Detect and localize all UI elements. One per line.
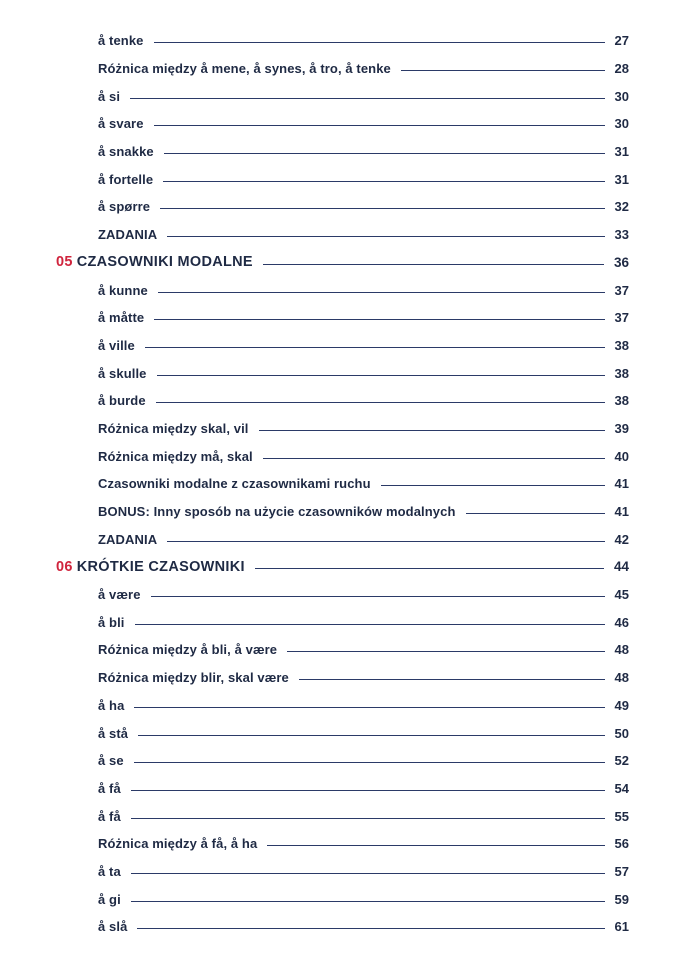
toc-page-number: 40 <box>614 448 629 464</box>
toc-page-number: 49 <box>614 697 629 713</box>
toc-entry-title: å si <box>98 88 121 104</box>
toc-entry-row <box>0 55 684 83</box>
toc-entry-title: å burde <box>98 393 146 409</box>
toc-page-number: 56 <box>614 836 629 852</box>
toc-entry-title: å skulle <box>98 365 147 381</box>
toc-entry-title: ZADANIA <box>98 531 158 547</box>
toc-entry-row <box>0 332 684 360</box>
toc-leader-line <box>145 347 605 348</box>
toc-page-number: 54 <box>614 780 629 796</box>
toc-entry-row <box>0 82 684 110</box>
toc-leader-line <box>134 762 605 763</box>
toc-leader-line <box>255 568 604 569</box>
toc-entry-row <box>0 498 684 526</box>
toc-leader-line <box>299 679 605 680</box>
toc-entry-title: Czasowniki modalne z czasownikami ruchu <box>98 476 371 492</box>
toc-page-number: 37 <box>614 282 629 298</box>
toc-entry-title: Różnica między å bli, å være <box>98 642 278 658</box>
toc-chapter-row <box>0 553 684 581</box>
toc-leader-line <box>154 125 605 126</box>
toc-chapter-row <box>0 249 684 277</box>
toc-chapter-number: 06 <box>56 558 73 575</box>
toc-entry-title: Różnica między må, skal <box>98 448 253 464</box>
toc-entry-title: BONUS: Inny sposób na użycie czasowników modalnych <box>98 504 456 520</box>
toc-entry-row <box>0 775 684 803</box>
toc-entry-row <box>0 110 684 138</box>
toc-page-number: 48 <box>614 670 629 686</box>
toc-entry-row <box>0 608 684 636</box>
toc-entry-row <box>0 719 684 747</box>
toc-leader-line <box>263 264 604 265</box>
toc-entry-row <box>0 415 684 443</box>
toc-entry-row <box>0 802 684 830</box>
toc-entry-row <box>0 387 684 415</box>
toc-entry-row <box>0 692 684 720</box>
toc-entry-title: å bli <box>98 614 125 630</box>
toc-chapter-title <box>56 254 253 270</box>
toc-entry-row <box>0 830 684 858</box>
toc-entry-row <box>0 442 684 470</box>
toc-leader-line <box>466 513 605 514</box>
toc-page-number: 45 <box>614 587 629 603</box>
toc-entry-title: Różnica między å få, å ha <box>98 836 258 852</box>
toc-entry-row <box>0 276 684 304</box>
toc-entry-row <box>0 913 684 941</box>
toc-entry-title: å være <box>98 587 141 603</box>
toc-entry-title: å få <box>98 780 121 796</box>
toc-page-number: 33 <box>614 227 629 243</box>
toc-entry-title: å ville <box>98 337 135 353</box>
toc-leader-line <box>259 430 605 431</box>
toc-leader-line <box>154 42 605 43</box>
toc-entry-title: ZADANIA <box>98 227 158 243</box>
toc-leader-line <box>157 375 605 376</box>
toc-leader-line <box>135 624 605 625</box>
toc-leader-line <box>131 901 605 902</box>
toc-entry-row <box>0 27 684 55</box>
toc-entry-title: å svare <box>98 116 144 132</box>
toc-page-number: 52 <box>614 753 629 769</box>
toc-entry-title: å slå <box>98 919 128 935</box>
toc-entry-title: å kunne <box>98 282 148 298</box>
toc-entry-row <box>0 858 684 886</box>
toc-page-number: 30 <box>614 116 629 132</box>
toc-leader-line <box>164 153 605 154</box>
toc-chapter-label: CZASOWNIKI MODALNE <box>76 254 253 271</box>
toc-entry-row <box>0 470 684 498</box>
table-of-contents <box>0 27 684 941</box>
toc-entry-row <box>0 193 684 221</box>
toc-entry-title: å stå <box>98 725 129 741</box>
toc-entry-title: å ha <box>98 697 125 713</box>
toc-page-number: 41 <box>614 476 629 492</box>
toc-page-number: 44 <box>613 559 629 575</box>
toc-leader-line <box>134 707 604 708</box>
toc-page-number: 30 <box>614 88 629 104</box>
toc-entry-row <box>0 221 684 249</box>
toc-entry-row <box>0 304 684 332</box>
toc-leader-line <box>401 70 605 71</box>
toc-entry-title: å få <box>98 808 121 824</box>
toc-entry-row <box>0 525 684 553</box>
toc-leader-line <box>167 236 604 237</box>
toc-chapter-number: 05 <box>56 254 73 271</box>
toc-page-number: 39 <box>614 420 629 436</box>
toc-page-number: 46 <box>614 614 629 630</box>
toc-page-number: 38 <box>614 337 629 353</box>
toc-page-number: 59 <box>614 891 629 907</box>
toc-chapter-label: KRÓTKIE CZASOWNIKI <box>76 558 245 575</box>
toc-leader-line <box>131 873 605 874</box>
toc-entry-title: å måtte <box>98 310 145 326</box>
toc-page-number: 31 <box>614 144 629 160</box>
toc-page-number: 36 <box>613 254 629 270</box>
toc-page-number: 37 <box>614 310 629 326</box>
toc-leader-line <box>154 319 604 320</box>
toc-entry-title: Różnica między skal, vil <box>98 420 249 436</box>
toc-page-number: 31 <box>614 171 629 187</box>
toc-entry-row <box>0 138 684 166</box>
toc-leader-line <box>381 485 605 486</box>
toc-entry-row <box>0 359 684 387</box>
toc-page-number: 28 <box>614 61 629 77</box>
toc-leader-line <box>163 181 604 182</box>
toc-entry-row <box>0 664 684 692</box>
toc-leader-line <box>267 845 604 846</box>
toc-leader-line <box>151 596 605 597</box>
toc-page-number: 48 <box>614 642 629 658</box>
toc-entry-title: å se <box>98 753 124 769</box>
toc-leader-line <box>287 651 604 652</box>
toc-page-number: 32 <box>614 199 629 215</box>
toc-leader-line <box>131 818 605 819</box>
toc-chapter-title <box>56 559 245 575</box>
toc-entry-title: å tenke <box>98 33 144 49</box>
toc-leader-line <box>137 928 604 929</box>
toc-leader-line <box>167 541 604 542</box>
toc-entry-row <box>0 581 684 609</box>
toc-entry-title: å fortelle <box>98 171 154 187</box>
toc-page-number: 42 <box>614 531 629 547</box>
toc-entry-title: å spørre <box>98 199 151 215</box>
toc-leader-line <box>158 292 605 293</box>
toc-page-number: 38 <box>614 365 629 381</box>
toc-entry-title: å ta <box>98 863 121 879</box>
toc-leader-line <box>138 735 604 736</box>
toc-leader-line <box>130 98 604 99</box>
toc-entry-title: å snakke <box>98 144 154 160</box>
toc-entry-row <box>0 165 684 193</box>
toc-entry-title: å gi <box>98 891 121 907</box>
toc-leader-line <box>263 458 605 459</box>
toc-page-number: 41 <box>614 504 629 520</box>
toc-page-number: 55 <box>614 808 629 824</box>
toc-leader-line <box>156 402 605 403</box>
toc-leader-line <box>131 790 605 791</box>
toc-page-number: 50 <box>614 725 629 741</box>
toc-page-number: 27 <box>614 33 629 49</box>
toc-leader-line <box>160 208 604 209</box>
toc-entry-title: Różnica między å mene, å synes, å tro, å tenke <box>98 61 391 77</box>
toc-page-number: 61 <box>614 919 629 935</box>
toc-entry-row <box>0 885 684 913</box>
toc-page-number: 38 <box>614 393 629 409</box>
toc-page-number: 57 <box>614 863 629 879</box>
toc-entry-row <box>0 636 684 664</box>
toc-entry-title: Różnica między blir, skal være <box>98 670 289 686</box>
toc-entry-row <box>0 747 684 775</box>
